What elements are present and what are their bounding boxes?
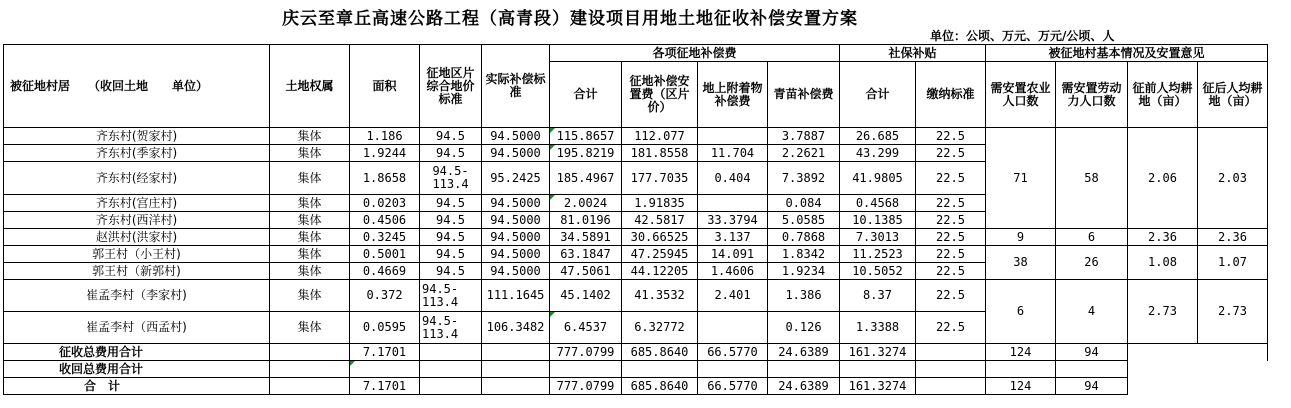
- summary-empty-cell: [1198, 361, 1268, 378]
- placement-cell: 30.66525: [622, 229, 698, 246]
- header-village: 被征地村居 （收回土地 单位）: [4, 45, 270, 128]
- summary-empty-cell: [916, 344, 986, 361]
- district-price-cell: 94.5: [420, 246, 482, 263]
- crop-cell: 1.8342: [768, 246, 840, 263]
- summary-row: [4, 378, 1268, 395]
- table-row: [4, 280, 1268, 312]
- social-standard-cell: 22.5: [916, 263, 986, 280]
- ownership-cell: 集体: [270, 128, 350, 145]
- summary-area-cell: 7.1701: [350, 378, 420, 395]
- total-cell: 63.1847: [550, 246, 622, 263]
- header-area: 面积: [350, 45, 420, 128]
- social-standard-cell: 22.5: [916, 280, 986, 312]
- summary-empty-cell: [1128, 378, 1198, 395]
- agri-pop-cell: 6: [986, 280, 1056, 344]
- social-standard-cell: 22.5: [916, 229, 986, 246]
- header-ownership: 土地权属: [270, 45, 350, 128]
- total-cell: 195.8219: [550, 145, 622, 162]
- total-cell: 81.0196: [550, 212, 622, 229]
- village-cell: 郭王村（新郭村): [4, 263, 270, 280]
- summary-crop-cell: 24.6389: [768, 378, 840, 395]
- summary-row: [4, 344, 1268, 361]
- village-cell: 崔孟李村（李家村): [4, 280, 270, 312]
- social-total-cell: 43.299: [840, 145, 916, 162]
- ownership-cell: 集体: [270, 145, 350, 162]
- area-cell: 0.4669: [350, 263, 420, 280]
- ownership-cell: 集体: [270, 263, 350, 280]
- attachment-cell: 1.4606: [698, 263, 768, 280]
- attachment-cell: [698, 312, 768, 344]
- actual-standard-cell: 106.3482: [482, 312, 550, 344]
- ownership-cell: 集体: [270, 280, 350, 312]
- village-cell: 齐东村(贺家村): [4, 128, 270, 145]
- actual-standard-cell: 95.2425: [482, 162, 550, 195]
- unit-note: 单位：公顷、万元、万元/公顷、人: [930, 29, 1115, 43]
- ownership-cell: 集体: [270, 229, 350, 246]
- agri-pop-cell: 71: [986, 128, 1056, 229]
- header-attachment: 地上附着物补偿费: [698, 62, 768, 128]
- attachment-cell: 0.404: [698, 162, 768, 195]
- total-cell: 47.5061: [550, 263, 622, 280]
- placement-cell: 181.8558: [622, 145, 698, 162]
- summary-crop-cell: 24.6389: [768, 344, 840, 361]
- header-social-standard: 缴纳标准: [916, 62, 986, 128]
- placement-cell: 44.12205: [622, 263, 698, 280]
- district-price-cell: 94.5-113.4: [420, 312, 482, 344]
- summary-attachment-cell: 66.5770: [698, 344, 768, 361]
- summary-empty-cell: [420, 344, 482, 361]
- area-cell: 1.8658: [350, 162, 420, 195]
- ownership-cell: 集体: [270, 312, 350, 344]
- labor-pop-cell: 4: [1056, 280, 1128, 344]
- placement-cell: 41.3532: [622, 280, 698, 312]
- attachment-cell: [698, 195, 768, 212]
- table-row: [4, 229, 1268, 246]
- before-cell: 2.36: [1128, 229, 1198, 246]
- before-cell: 2.06: [1128, 128, 1198, 229]
- summary-empty-cell: [270, 378, 350, 395]
- crop-cell: 3.7887: [768, 128, 840, 145]
- social-total-cell: 8.37: [840, 280, 916, 312]
- summary-area-cell: [350, 361, 420, 378]
- summary-empty-cell: [482, 361, 550, 378]
- total-cell: 6.4537: [550, 312, 622, 344]
- ownership-cell: 集体: [270, 246, 350, 263]
- compensation-table: [3, 44, 1268, 395]
- header-actual-standard: 实际补偿标准: [482, 45, 550, 128]
- after-cell: 2.03: [1198, 128, 1268, 229]
- after-cell: 2.73: [1198, 280, 1268, 344]
- actual-standard-cell: 94.5000: [482, 128, 550, 145]
- actual-standard-cell: 111.1645: [482, 280, 550, 312]
- crop-cell: 1.9234: [768, 263, 840, 280]
- header-district-price: 征地区片综合地价标准: [420, 45, 482, 128]
- social-standard-cell: 22.5: [916, 246, 986, 263]
- summary-area-cell: 7.1701: [350, 344, 420, 361]
- crop-cell: 7.3892: [768, 162, 840, 195]
- summary-placement-cell: 685.8640: [622, 344, 698, 361]
- social-total-cell: 26.685: [840, 128, 916, 145]
- area-cell: 1.9244: [350, 145, 420, 162]
- village-cell: 齐东村(西洋村): [4, 212, 270, 229]
- total-cell: 34.5891: [550, 229, 622, 246]
- summary-label: 征收总费用合计: [4, 344, 270, 361]
- social-total-cell: 7.3013: [840, 229, 916, 246]
- labor-pop-cell: 6: [1056, 229, 1128, 246]
- summary-crop-cell: [768, 361, 840, 378]
- labor-pop-cell: 58: [1056, 128, 1128, 229]
- social-total-cell: 11.2523: [840, 246, 916, 263]
- summary-empty-cell: [270, 361, 350, 378]
- header-crop: 青苗补偿费: [768, 62, 840, 128]
- social-total-cell: 0.4568: [840, 195, 916, 212]
- crop-cell: 0.084: [768, 195, 840, 212]
- agri-pop-cell: 9: [986, 229, 1056, 246]
- summary-empty-cell: [420, 378, 482, 395]
- crop-cell: 0.7868: [768, 229, 840, 246]
- header-total: 合计: [550, 62, 622, 128]
- header-after: 征后人均耕地（亩）: [1198, 62, 1268, 128]
- district-price-cell: 94.5: [420, 195, 482, 212]
- summary-empty-cell: [270, 344, 350, 361]
- summary-empty-cell: [420, 361, 482, 378]
- actual-standard-cell: 94.5000: [482, 145, 550, 162]
- header-social-total: 合计: [840, 62, 916, 128]
- total-cell: 185.4967: [550, 162, 622, 195]
- village-cell: 齐东村(季家村): [4, 145, 270, 162]
- summary-agri-cell: 124: [986, 344, 1056, 361]
- header-before: 征前人均耕地（亩）: [1128, 62, 1198, 128]
- summary-empty-cell: [916, 361, 986, 378]
- summary-label: 合 计: [4, 378, 270, 395]
- ownership-cell: 集体: [270, 212, 350, 229]
- placement-cell: 6.32772: [622, 312, 698, 344]
- actual-standard-cell: 94.5000: [482, 246, 550, 263]
- after-cell: 2.36: [1198, 229, 1268, 246]
- placement-cell: 112.077: [622, 128, 698, 145]
- social-standard-cell: 22.5: [916, 212, 986, 229]
- summary-social-total-cell: 161.3274: [840, 378, 916, 395]
- crop-cell: 5.0585: [768, 212, 840, 229]
- attachment-cell: [698, 128, 768, 145]
- crop-cell: 0.126: [768, 312, 840, 344]
- placement-cell: 1.91835: [622, 195, 698, 212]
- social-standard-cell: 22.5: [916, 195, 986, 212]
- village-cell: 郭王村（小王村): [4, 246, 270, 263]
- social-standard-cell: 22.5: [916, 128, 986, 145]
- table-row: [4, 246, 1268, 263]
- table-row: [4, 128, 1268, 145]
- summary-labor-cell: 94: [1056, 378, 1128, 395]
- actual-standard-cell: 94.5000: [482, 263, 550, 280]
- social-standard-cell: 22.5: [916, 145, 986, 162]
- social-total-cell: 10.5052: [840, 263, 916, 280]
- ownership-cell: 集体: [270, 162, 350, 195]
- attachment-cell: 3.137: [698, 229, 768, 246]
- summary-total-cell: 777.0799: [550, 378, 622, 395]
- summary-empty-cell: [916, 378, 986, 395]
- header-placement: 征地补偿安置费（区片价）: [622, 62, 698, 128]
- attachment-cell: 2.401: [698, 280, 768, 312]
- district-price-cell: 94.5: [420, 145, 482, 162]
- area-cell: 0.3245: [350, 229, 420, 246]
- summary-empty-cell: [482, 344, 550, 361]
- summary-placement-cell: 685.8640: [622, 378, 698, 395]
- crop-cell: 1.386: [768, 280, 840, 312]
- header-labor-pop: 需安置劳动力人口数: [1056, 62, 1128, 128]
- summary-total-cell: 777.0799: [550, 344, 622, 361]
- summary-attachment-cell: [698, 361, 768, 378]
- after-cell: 1.07: [1198, 246, 1268, 280]
- before-cell: 1.08: [1128, 246, 1198, 280]
- placement-cell: 42.5817: [622, 212, 698, 229]
- sheet-title: 庆云至章丘高速公路工程（高青段）建设项目用地土地征收补偿安置方案: [282, 9, 858, 29]
- summary-row: [4, 361, 1268, 378]
- summary-empty-cell: [1128, 344, 1198, 361]
- district-price-cell: 94.5: [420, 229, 482, 246]
- total-cell: 2.0024: [550, 195, 622, 212]
- summary-attachment-cell: 66.5770: [698, 378, 768, 395]
- district-price-cell: 94.5-113.4: [420, 162, 482, 195]
- district-price-cell: 94.5: [420, 128, 482, 145]
- ownership-cell: 集体: [270, 195, 350, 212]
- social-total-cell: 10.1385: [840, 212, 916, 229]
- header-social-group: 社保补贴: [840, 45, 986, 62]
- social-total-cell: 41.9805: [840, 162, 916, 195]
- area-cell: 0.4506: [350, 212, 420, 229]
- district-price-cell: 94.5-113.4: [420, 280, 482, 312]
- before-cell: 2.73: [1128, 280, 1198, 344]
- social-standard-cell: 22.5: [916, 312, 986, 344]
- area-cell: 0.372: [350, 280, 420, 312]
- social-standard-cell: 22.5: [916, 162, 986, 195]
- header-agri-pop: 需安置农业人口数: [986, 62, 1056, 128]
- summary-agri-cell: [986, 361, 1056, 378]
- placement-cell: 177.7035: [622, 162, 698, 195]
- actual-standard-cell: 94.5000: [482, 195, 550, 212]
- attachment-cell: 14.091: [698, 246, 768, 263]
- area-cell: 0.0203: [350, 195, 420, 212]
- agri-pop-cell: 38: [986, 246, 1056, 280]
- summary-total-cell: [550, 361, 622, 378]
- village-cell: 齐东村(宫庄村): [4, 195, 270, 212]
- district-price-cell: 94.5: [420, 212, 482, 229]
- header-basic-group: 被征地村基本情况及安置意见: [986, 45, 1268, 62]
- attachment-cell: 33.3794: [698, 212, 768, 229]
- actual-standard-cell: 94.5000: [482, 212, 550, 229]
- area-cell: 1.186: [350, 128, 420, 145]
- summary-empty-cell: [1198, 378, 1268, 395]
- district-price-cell: 94.5: [420, 263, 482, 280]
- header-compensation-group: 各项征地补偿费: [550, 45, 840, 62]
- village-cell: 崔孟李村（西孟村): [4, 312, 270, 344]
- summary-label: 收回总费用合计: [4, 361, 270, 378]
- area-cell: 0.0595: [350, 312, 420, 344]
- summary-empty-cell: [1198, 344, 1268, 361]
- summary-labor-cell: [1056, 361, 1128, 378]
- summary-social-total-cell: [840, 361, 916, 378]
- summary-agri-cell: 124: [986, 378, 1056, 395]
- summary-empty-cell: [482, 378, 550, 395]
- village-cell: 齐东村(经家村): [4, 162, 270, 195]
- actual-standard-cell: 94.5000: [482, 229, 550, 246]
- placement-cell: 47.25945: [622, 246, 698, 263]
- attachment-cell: 11.704: [698, 145, 768, 162]
- total-cell: 115.8657: [550, 128, 622, 145]
- social-total-cell: 1.3388: [840, 312, 916, 344]
- summary-social-total-cell: 161.3274: [840, 344, 916, 361]
- labor-pop-cell: 26: [1056, 246, 1128, 280]
- area-cell: 0.5001: [350, 246, 420, 263]
- summary-labor-cell: 94: [1056, 344, 1128, 361]
- summary-empty-cell: [1128, 361, 1198, 378]
- summary-placement-cell: [622, 361, 698, 378]
- total-cell: 45.1402: [550, 280, 622, 312]
- village-cell: 赵洪村(洪家村): [4, 229, 270, 246]
- crop-cell: 2.2621: [768, 145, 840, 162]
